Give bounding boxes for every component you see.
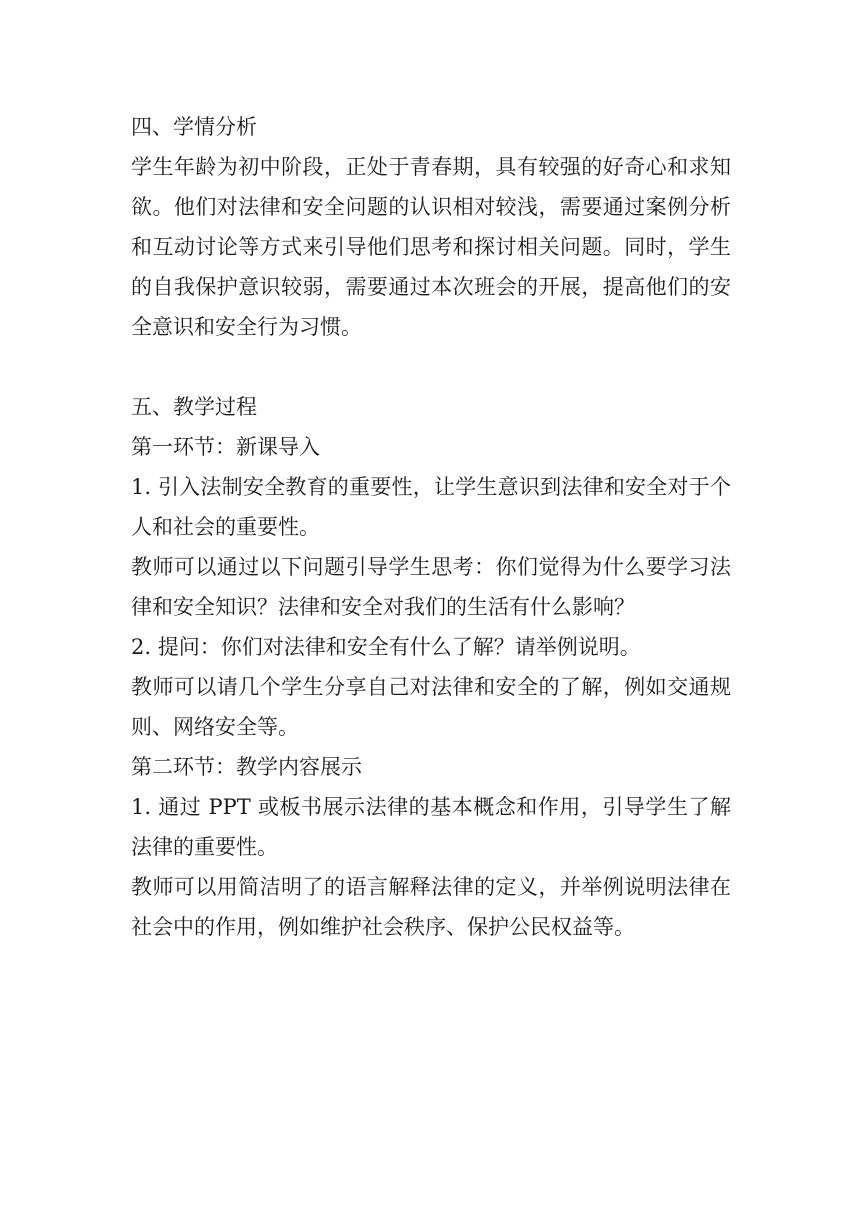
step-1-item-2-note: 教师可以请几个学生分享自己对法律和安全的了解，例如交通规则、网络安全等。 — [131, 675, 731, 739]
step-1-item-1-note: 教师可以通过以下问题引导学生思考：你们觉得为什么要学习法律和安全知识？法律和安全对我们的生活有什么影响？ — [131, 555, 731, 619]
step-1-item-2: 2. 提问：你们对法律和安全有什么了解？请举例说明。 — [131, 635, 641, 659]
step-1-item-1: 1. 引入法制安全教育的重要性，让学生意识到法律和安全对于个人和社会的重要性。 — [131, 475, 731, 539]
step-2-title: 第二环节：教学内容展示 — [131, 755, 362, 779]
step-1-title: 第一环节：新课导入 — [131, 435, 320, 459]
section-4-paragraph: 学生年龄为初中阶段，正处于青春期，具有较强的好奇心和求知欲。他们对法律和安全问题的认识相对较浅，需要通过案例分析和互动讨论等方式来引导他们思考和探讨相关问题。同时，学生的自我保护意识较弱，需要通过本次班会的开展，提高他们的安全意识和安全行为习惯。 — [131, 155, 731, 339]
section-5-heading: 五、教学过程 — [131, 395, 257, 419]
section-4-heading: 四、学情分析 — [131, 115, 257, 139]
paragraph-spacer — [131, 347, 731, 387]
step-2-item-1: 1. 通过 PPT 或板书展示法律的基本概念和作用，引导学生了解法律的重要性。 — [131, 795, 731, 859]
document-body — [131, 107, 731, 947]
step-2-item-1-note: 教师可以用简洁明了的语言解释法律的定义，并举例说明法律在社会中的作用，例如维护社会秩序、保护公民权益等。 — [131, 875, 731, 939]
